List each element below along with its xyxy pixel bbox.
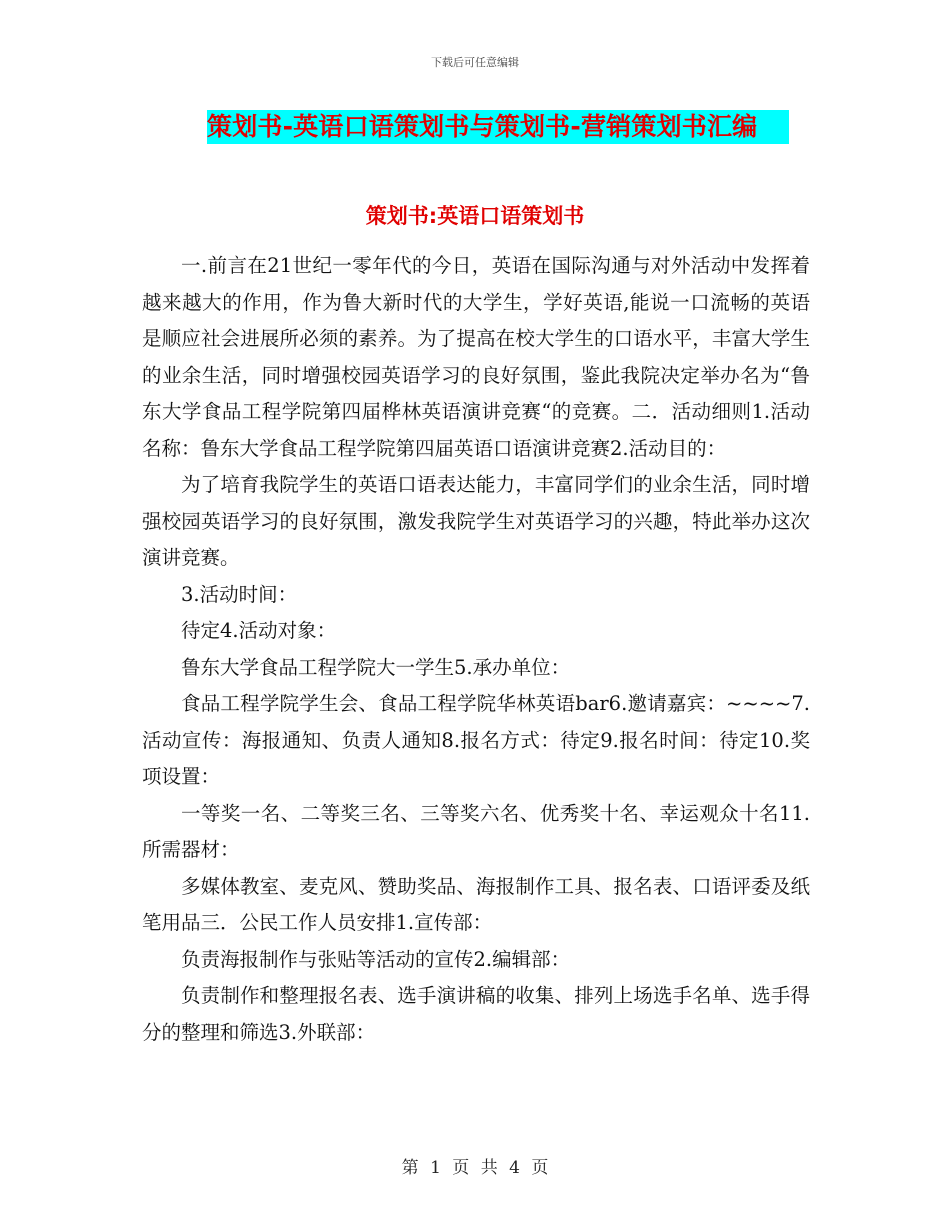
paragraph: 鲁东大学食品工程学院大一学生5.承办单位： [181, 655, 571, 679]
document-title: 策划书-英语口语策划书与策划书-营销策划书汇编 [207, 110, 789, 144]
paragraph: 多媒体教室、麦克风、赞助奖品、海报制作工具、报名表、口语评委及纸笔用品三．公民工作人员安排1.宣传部： [142, 874, 810, 934]
paragraph: 一等奖一名、二等奖三名、三等奖六名、优秀奖十名、幸运观众十名11.所需器材： [142, 801, 810, 861]
paragraph: 一.前言在21世纪一零年代的今日，英语在国际沟通与对外活动中发挥着越来越大的作用，作为鲁大新时代的大学生，学好英语,能说一口流畅的英语是顺应社会进展所必须的素养。为了提高在校大学生的口语水平，丰富大学生的业余生活，同时增强校园英语学习的良好氛围，鉴此我院决定举办名为“鲁东大学食品工程学院第四届桦林英语演讲竞赛“的竞赛。二．活动细则1.活动名称：鲁东大学食品工程学院第四届英语口语演讲竞赛2.活动目的： [142, 254, 810, 460]
paragraph: 负责制作和整理报名表、选手演讲稿的收集、排列上场选手名单、选手得分的整理和筛选3.外联部： [142, 984, 810, 1044]
page-footer: 第 1 页 共 4 页 [401, 1158, 549, 1178]
header-note: 下载后可任意编辑 [431, 56, 519, 69]
document-body [142, 248, 810, 1051]
paragraph: 食品工程学院学生会、食品工程学院华林英语bar6.邀请嘉宾：~~~~7.活动宣传：海报通知、负责人通知8.报名方式：待定9.报名时间：待定10.奖项设置： [142, 692, 810, 788]
paragraph: 负责海报制作与张贴等活动的宣传2.编辑部： [181, 947, 571, 971]
section-title: 策划书:英语口语策划书 [365, 204, 585, 228]
paragraph: 为了培育我院学生的英语口语表达能力，丰富同学们的业余生活，同时增强校园英语学习的良好氛围，激发我院学生对英语学习的兴趣，特此举办这次演讲竞赛。 [142, 473, 810, 569]
paragraph: 3.活动时间： [181, 582, 298, 606]
paragraph: 待定4.活动对象： [181, 619, 337, 642]
